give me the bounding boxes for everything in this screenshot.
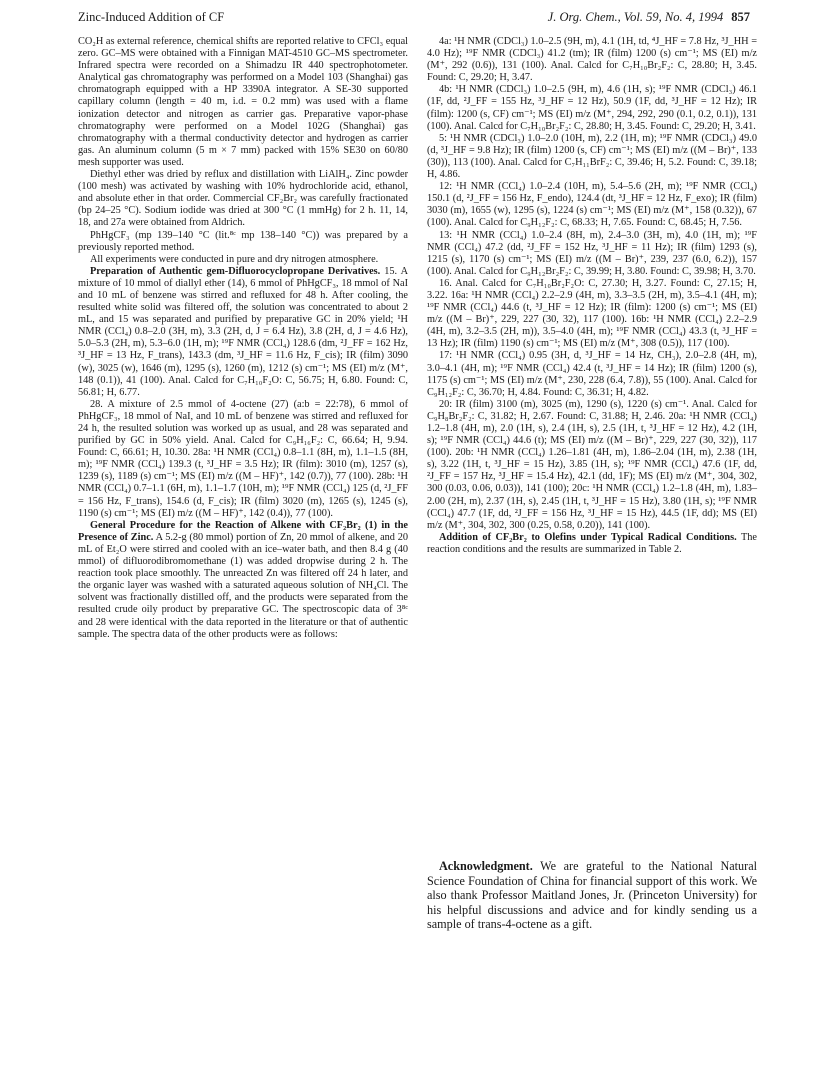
acknowledgment-body: We are grateful to the National Natural Science Foundation of China for financial support of this work. We also thank Professor Maitland Jones, Jr. (Princeton University) for his helpful discussions and advice and for kindly sending us a sample of trans-4-octene as a gift. (427, 859, 757, 932)
general-procedure-paragraph (78, 520, 408, 641)
page-number: 857 (731, 10, 750, 24)
radical-conditions-paragraph (427, 532, 757, 556)
compound-17-paragraph: 17: ¹H NMR (CCl₄) 0.95 (3H, d, ³J_HF = 14 Hz, CH₃), 2.0–2.8 (4H, m), 3.0–4.1 (4H, m); ¹⁹F NMR (CCl₄) 42.4 (t, ³J_HF = 14 Hz); IR (film) 1200 (s), 1175 (s) cm⁻¹; MS (EI) m/z (M⁺, 230, 228 (6.4, 7.8)), 55 (100). Anal. Calcd for C₉H₁₂F₂: C, 36.70; H, 4.84. Found: C, 36.31; H, 4.82. (427, 350, 757, 398)
section-heading: Addition of CF₂Br₂ to Olefins under Typical Radical Conditions. (439, 531, 737, 543)
compound-20-paragraph: 20: IR (film) 3100 (m), 3025 (m), 1290 (s), 1220 (s) cm⁻¹. Anal. Calcd for C₉H₈Br₂F₂: C, 31.82; H, 2.67. Found: C, 31.88; H, 2.46. 20a: ¹H NMR (CCl₄) 1.2–1.8 (4H, m), 2.0 (1H, s), 2.4 (1H, s), 2.5 (1H, t, ³J_HF = 12 Hz), 4.2 (1H, s); ¹⁹F NMR (CCl₄) 44.6 (t); MS (EI) m/z ((M – Br)⁺, 229, 227 (30, 32)), 117 (100). 20b: ¹H NMR (CCl₄) 1.26–1.81 (4H, m), 1.86–2.04 (1H, m), 2.38 (1H, s), 3.22 (1H, t, ³J_HF = 15 Hz), 3.85 (1H, s); ¹⁹F NMR (CCl₄) 47.6 (1F, dd, ²J_FF = 157 Hz, ³J_HF = 15.4 Hz), 42.1 (dd, 1F); MS (EI) m/z (M⁺, 304, 302, 300 (0.03, 0.06, 0.03)), 141 (100); 20c: ¹H NMR (CCl₄) 1.2–1.8 (4H, m), 1.83–2.00 (2H, m), 2.37 (1H, s), 2.45 (1H, t, ³J_HF = 15 Hz), 3.80 (1H, s); ¹⁹F NMR (CCl₄) 47.7 (1F, dd, ²J_FF = 156 Hz, ³J_HF = 15 Hz), 44.5 (1F, dd); MS (EI) m/z (M⁺, 304, 302, 300 (0.25, 0.58, 0.20)), 141 (100). (427, 398, 757, 531)
compound-13-paragraph: 13: ¹H NMR (CCl₄) 1.0–2.4 (8H, m), 2.4–3.0 (3H, m), 4.0 (1H, m); ¹⁹F NMR (CCl₄) 47.2 (dd, ²J_FF = 152 Hz, ³J_HF = 11 Hz); IR (film) 1293 (s), 1215 (s), 1170 (s) cm⁻¹; MS (EI) m/z ((M – Br)⁺, 239, 237 (6.0, 6.2)), 157 (100). Anal. Calcd for C₉H₁₂Br₂F₂: C, 39.99; H, 3.80. Found: C, 39.98; H, 3.70. (427, 229, 757, 277)
compound-4a-paragraph: 4a: ¹H NMR (CDCl₃) 1.0–2.5 (9H, m), 4.1 (1H, td, ⁴J_HF = 7.8 Hz, ³J_HH = 4.0 Hz); ¹⁹F NMR (CDCl₃) 41.2 (tm); IR (film) 1200 (s) cm⁻¹; MS (EI) m/z (M⁺, 292 (0.6)), 131 (100). Anal. Calcd for C₇H₁₀Br₂F₂: C, 28.80; H, 3.45. Found: C, 29.20; H, 3.47. (427, 36, 757, 84)
journal-citation (548, 10, 750, 25)
compound-5-paragraph: 5: ¹H NMR (CDCl₃) 1.0–2.0 (10H, m), 2.2 (1H, m); ¹⁹F NMR (CDCl₃) 49.0 (d, ³J_HF = 9.8 Hz); IR (film) 1200 (s, CF) cm⁻¹; MS (EI) m/z ((M – Br)⁺, 133 (30)), 113 (100). Anal. Calcd for C₇H₁₁BrF₂: C, 39.46; H, 5.2. Found: C, 39.18; H, 4.86. (427, 132, 757, 181)
running-title: Zinc-Induced Addition of CF (78, 10, 225, 24)
compound-28-paragraph: 28. A mixture of 2.5 mmol of 4-octene (27) (a:b = 22:78), 6 mmol of PhHgCF₃, 18 mmol of NaI, and 10 mL of benzene was stirred and refluxed for 24 h, the resulted solution was worked up as usual, and 28 was separated and purified by GC in 50% yield. Anal. Calcd for C₉H₁₆F₂: C, 66.64; H, 9.94. Found: C, 66.61; H, 10.30. 28a: ¹H NMR (CCl₄) 0.8–1.1 (8H, m), 1.1–1.5 (8H, m); ¹⁹F NMR (CCl₄) 139.3 (t, ³J_HF = 3.5 Hz); IR (film): 3010 (m), 1257 (s), 1239 (s), 1189 (s) cm⁻¹; MS (EI) m/z ((M – HF)⁺, 142 (0.7)), 77 (100). 28b: ¹H NMR (CCl₄) 0.7–1.1 (6H, m), 1.1–1.7 (10H, m); ¹⁹F NMR (CCl₄) 125 (d, ²J_FF = 156 Hz, F_trans), 154.6 (d, F_cis); IR (film) 3020 (m), 1265 (s), 1245 (s), 1190 (s) cm⁻¹; MS (EI) m/z ((M – HF)⁺, 142 (0.4)), 77 (100). (78, 398, 408, 519)
acknowledgment-heading: Acknowledgment. (439, 859, 533, 873)
running-header (78, 10, 750, 32)
instruments-paragraph: CO₂H as external reference, chemical shifts are reported relative to CFCl₃ equal zero. GC–MS were obtained with a Finnigan MAT-4510 GC–MS spectrometer. Infrared spectra were recorded on a Shimadzu IR 440 spectrophotometer. Analytical gas chromatography was performed on a Model 103 (Shanghai) gas chromatograph equipped with a HP 3390A integrator. A SE-30 supported capillary column (length = 40 m, i.d. = 0.2 mm) was used with a flame ionization detector and nitrogen as carrier gas. Preparative vapor-phase chromatography were performed on a Model 102G (Shanghai) gas chromatography with a thermal conductivity detector and hydrogen as carrier gas. An aluminum column (5 m × 7 mm) packed with 15% SE30 on 60/80 mesh supporter was used. (78, 36, 408, 168)
left-column (78, 36, 408, 641)
acknowledgment (427, 859, 757, 932)
compound-12-paragraph: 12: ¹H NMR (CCl₄) 1.0–2.4 (10H, m), 5.4–5.6 (2H, m); ¹⁹F NMR (CCl₄) 150.1 (d, ²J_FF = 156 Hz, F_endo), 124.4 (dt, ³J_HF = 12 Hz, F_exo); IR (film) 3030 (m), 1655 (w), 1295 (s), 1224 (s) cm⁻¹; MS (EI) m/z (M⁺, 158 (0.32)), 67 (100). Anal. Calcd for C₉H₁₂F₂: C, 68.33; H, 7.65. Found: C, 68.45; H, 7.56. (427, 181, 757, 229)
section-body: The reaction conditions and the results are summarized in Table 2. (427, 531, 757, 555)
compound-16-paragraph: 16. Anal. Calcd for C₇H₁₀Br₂F₂O: C, 27.30; H, 3.27. Found: C, 27.15; H, 3.22. 16a: ¹H NMR (CCl₄) 2.2–2.9 (4H, m), 3.3–3.5 (2H, m), 3.5–4.1 (4H, m); ¹⁹F NMR (CCl₄) 44.6 (t, ³J_HF = 12 Hz); IR (film): 1200 (s) cm⁻¹; MS (EI) m/z ((M – Br)⁺, 229, 227 (30, 32), 117 (100). 16b: ¹H NMR (CCl₄) 2.2–2.9 (4H, m), 3.2–3.5 (2H, m)), 3.5–4.0 (4H, m); ¹⁹F NMR (CCl₄) 43.3 (t, ³J_HF = 13 Hz); IR (film) 1190 (s) cm⁻¹; MS (EI) m/z (M⁺, 308 (0.5)), 117 (100). (427, 277, 757, 350)
phhgcf3-paragraph: PhHgCF₃ (mp 139–140 °C (lit.⁸ᶜ mp 138–140 °C)) was prepared by a previously reported method. (78, 229, 408, 253)
right-column (427, 36, 757, 556)
section-heading: General Procedure for the Reaction of Alkene with CF₂Br₂ (1) in the Presence of Zinc. (78, 519, 408, 543)
section-body: 15. A mixture of 10 mmol of diallyl ether (14), 6 mmol of PhHgCF₃, 18 mmol of NaI and 10 mL of benzene was stirred and refluxed for 48 h. After cooling, the resulted white solid was filtered off, the solution was concentrated to about 2 mL, and 15 was separated and purified by preparative GC in 20% yield; ¹H NMR (CCl₄) 0.8–2.0 (3H, m), 3.3 (2H, d, J = 6.4 Hz), 3.8 (2H, d, J = 4.6 Hz), 5.0–5.3 (2H, m), 5.3–6.0 (1H, m); ¹⁹F NMR (CCl₄) 128.6 (dm, ²J_FF = 162 Hz, ³J_HF = 13 Hz, F_trans), 143.3 (dm, ³J_HF = 11.6 Hz, F_cis); IR (film) 3090 (w), 3025 (w), 1646 (m), 1295 (s), 1260 (m), 1212 (s) cm⁻¹; MS (EI) m/z (M⁺, 148 (0.1)), 41 (100). Anal. Calcd for C₇H₁₀F₂O: C, 56.75; H, 6.80. Found: C, 56.81; H, 6.77. (78, 265, 409, 398)
compound-4b-paragraph: 4b: ¹H NMR (CDCl₃) 1.0–2.5 (9H, m), 4.6 (1H, s); ¹⁹F NMR (CDCl₃) 46.1 (1F, dd, ²J_FF = 155 Hz, ³J_HF = 12 Hz), 50.9 (1F, dd, ³J_HF = 12 Hz); IR (film): 1200 (s, CF) cm⁻¹; MS (EI) m/z (M⁺, 294, 292, 290 (0.1, 0.2, 0.1)), 131 (100). Anal. Calcd for C₇H₁₀Br₂F₂: C, 28.80; H, 3.45. Found: C, 29.20; H, 3.41. (427, 84, 757, 132)
authentic-derivatives-paragraph (78, 266, 408, 399)
journal-name: J. Org. Chem., Vol. 59, No. 4, 1994 (547, 10, 724, 24)
atmosphere-paragraph: All experiments were conducted in pure and dry nitrogen atmosphere. (90, 253, 379, 265)
reagents-paragraph: Diethyl ether was dried by reflux and distillation with LiAlH₄. Zinc powder (100 mesh) was activated by washing with 10% hydrochloride acid, ethanol, and absolute ether in that order. Commercial CF₂Br₂ was carefully fractionated (bp 24–25 °C). Sodium iodide was dried at 300 °C (1 mmHg) for 2 h. 11, 14, 18, and 27a were obtained from Aldrich. (78, 169, 408, 229)
section-heading: Preparation of Authentic gem-Difluorocyclopropane Derivatives. (90, 265, 381, 277)
section-body: A 5.2-g (80 mmol) portion of Zn, 20 mmol of alkene, and 20 mL of Et₂O were stirred and cooled with an ice–water bath, and then 8.4 g (40 mmol) of difluorodibromomethane (1) was added dropwise during 2 h. The reaction took place smoothly. The unreacted Zn was filtered off 24 h later, and the organic layer was washed with a saturated aqueous solution of NH₄Cl. The solvent was fractionally distilled off, and the products were separated from the resulted crude oily product by preparative GC. The spectroscopic data of 3⁸ᶜ and 28 were identical with the data reported in the literature or that of authentic sample. The spectra data of the other products were as follows: (78, 531, 408, 640)
